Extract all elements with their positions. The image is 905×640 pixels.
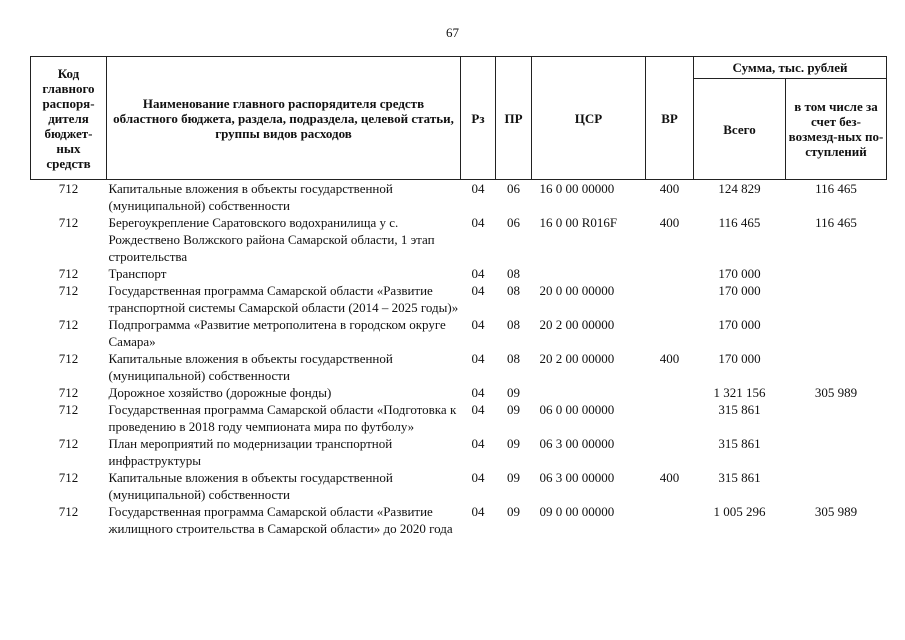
row-incl [786, 282, 887, 316]
row-vr [646, 384, 694, 401]
row-incl: 305 989 [814, 385, 858, 400]
header-code: Код главного распоря-дителя бюджет-ных средств [31, 57, 107, 180]
header-csr: ЦСР [532, 57, 646, 180]
row-incl [786, 316, 887, 350]
row-name: Государственная программа Самарской области «Развитие транспортной системы Самарской области (2014 – 2025 годы)» [108, 283, 459, 315]
row-rz: 04 [471, 402, 485, 417]
row-pr: 06 [507, 181, 520, 196]
row-pr: 09 [507, 470, 520, 485]
row-name: Государственная программа Самарской области «Подготовка к проведению в 2018 году чемпионата мира по футболу» [108, 402, 457, 434]
row-rz: 04 [471, 266, 485, 281]
row-code: 712 [58, 402, 79, 417]
row-code: 712 [58, 317, 79, 332]
row-code: 712 [58, 351, 79, 366]
table-row [31, 435, 887, 469]
table-row [31, 503, 887, 537]
row-vr [646, 265, 694, 282]
header-sum: Сумма, тыс. рублей [694, 57, 887, 79]
row-name: Берегоукрепление Саратовского водохранилища у с. Рождествено Волжского района Самарской области, 1 этап строительства [108, 215, 435, 264]
table-row [31, 401, 887, 435]
row-name: Подпрограмма «Развитие метрополитена в городском округе Самара» [108, 317, 446, 349]
row-rz: 04 [471, 181, 485, 196]
row-total: 1 321 156 [713, 385, 766, 400]
row-rz: 04 [471, 436, 485, 451]
row-pr: 09 [507, 385, 520, 400]
row-vr [646, 503, 694, 537]
row-total: 116 465 [718, 215, 761, 230]
row-incl [786, 469, 887, 503]
row-incl: 116 465 [815, 215, 857, 230]
row-csr: 20 0 00 00000 [539, 283, 615, 298]
row-incl [786, 265, 887, 282]
row-rz: 04 [471, 385, 485, 400]
header-vr: ВР [646, 57, 694, 180]
row-code: 712 [58, 266, 79, 281]
row-csr: 20 2 00 00000 [539, 317, 615, 332]
row-total: 170 000 [718, 283, 761, 298]
row-name: Капитальные вложения в объекты государственной (муниципальной) собственности [108, 470, 393, 502]
row-name: Транспорт [108, 266, 167, 281]
row-total: 1 005 296 [713, 504, 766, 519]
row-rz: 04 [471, 470, 485, 485]
row-rz: 04 [471, 504, 485, 519]
row-code: 712 [58, 283, 79, 298]
table-row [31, 469, 887, 503]
table-row [31, 350, 887, 384]
row-total: 315 861 [718, 470, 761, 485]
row-vr [646, 316, 694, 350]
row-total: 315 861 [718, 436, 761, 451]
header-pr: ПР [496, 57, 532, 180]
row-csr [532, 265, 646, 282]
row-incl: 116 465 [815, 181, 857, 196]
row-csr: 06 3 00 00000 [539, 470, 615, 485]
row-name: Капитальные вложения в объекты государственной (муниципальной) собственности [108, 351, 393, 383]
row-pr: 09 [507, 504, 520, 519]
row-csr: 06 3 00 00000 [539, 436, 615, 451]
row-csr: 16 0 00 R016F [539, 215, 618, 230]
row-vr [646, 282, 694, 316]
row-rz: 04 [471, 215, 485, 230]
header-total: Всего [694, 79, 786, 180]
row-total: 170 000 [718, 351, 761, 366]
row-code: 712 [58, 215, 79, 230]
row-code: 712 [58, 385, 79, 400]
table-row [31, 214, 887, 265]
row-incl: 305 989 [814, 504, 858, 519]
table-row [31, 282, 887, 316]
row-total: 170 000 [718, 266, 761, 281]
row-vr: 400 [659, 181, 680, 196]
row-pr: 08 [507, 351, 520, 366]
row-vr [646, 401, 694, 435]
row-vr: 400 [659, 351, 680, 366]
row-pr: 06 [507, 215, 520, 230]
table-row [31, 384, 887, 401]
header-incl: в том числе за счет без-возмезд-ных по-ступлений [786, 79, 887, 180]
row-csr: 09 0 00 00000 [539, 504, 615, 519]
row-name: Дорожное хозяйство (дорожные фонды) [108, 385, 332, 400]
row-total: 315 861 [718, 402, 761, 417]
row-name: План мероприятий по модернизации транспортной инфраструктуры [108, 436, 393, 468]
row-name: Государственная программа Самарской области «Развитие жилищного строительства в Самарской области» до 2020 года [108, 504, 453, 536]
row-csr: 16 0 00 00000 [539, 181, 615, 196]
row-incl [786, 401, 887, 435]
row-incl [786, 350, 887, 384]
row-vr [646, 435, 694, 469]
row-pr: 08 [507, 317, 520, 332]
row-rz: 04 [471, 351, 485, 366]
budget-table [30, 56, 887, 537]
header-name: Наименование главного распорядителя средств областного бюджета, раздела, подраздела, целевой статьи, группы видов расходов [107, 57, 461, 180]
page-number: 67 [446, 25, 459, 40]
row-vr: 400 [659, 470, 680, 485]
row-code: 712 [58, 504, 79, 519]
row-total: 124 829 [718, 181, 761, 196]
row-csr [532, 384, 646, 401]
table-row [31, 316, 887, 350]
row-code: 712 [58, 436, 79, 451]
row-pr: 08 [507, 266, 520, 281]
table-row [31, 180, 887, 215]
row-csr: 06 0 00 00000 [539, 402, 615, 417]
row-pr: 09 [507, 402, 520, 417]
table-body [31, 180, 887, 538]
row-incl [786, 435, 887, 469]
row-rz: 04 [471, 317, 485, 332]
row-code: 712 [58, 470, 79, 485]
row-csr: 20 2 00 00000 [539, 351, 615, 366]
table-header [31, 57, 887, 180]
row-total: 170 000 [718, 317, 761, 332]
row-rz: 04 [471, 283, 485, 298]
row-pr: 08 [507, 283, 520, 298]
header-rz: Рз [461, 57, 496, 180]
table-row [31, 265, 887, 282]
row-pr: 09 [507, 436, 520, 451]
row-code: 712 [58, 181, 79, 196]
row-name: Капитальные вложения в объекты государственной (муниципальной) собственности [108, 181, 393, 213]
row-vr: 400 [659, 215, 680, 230]
